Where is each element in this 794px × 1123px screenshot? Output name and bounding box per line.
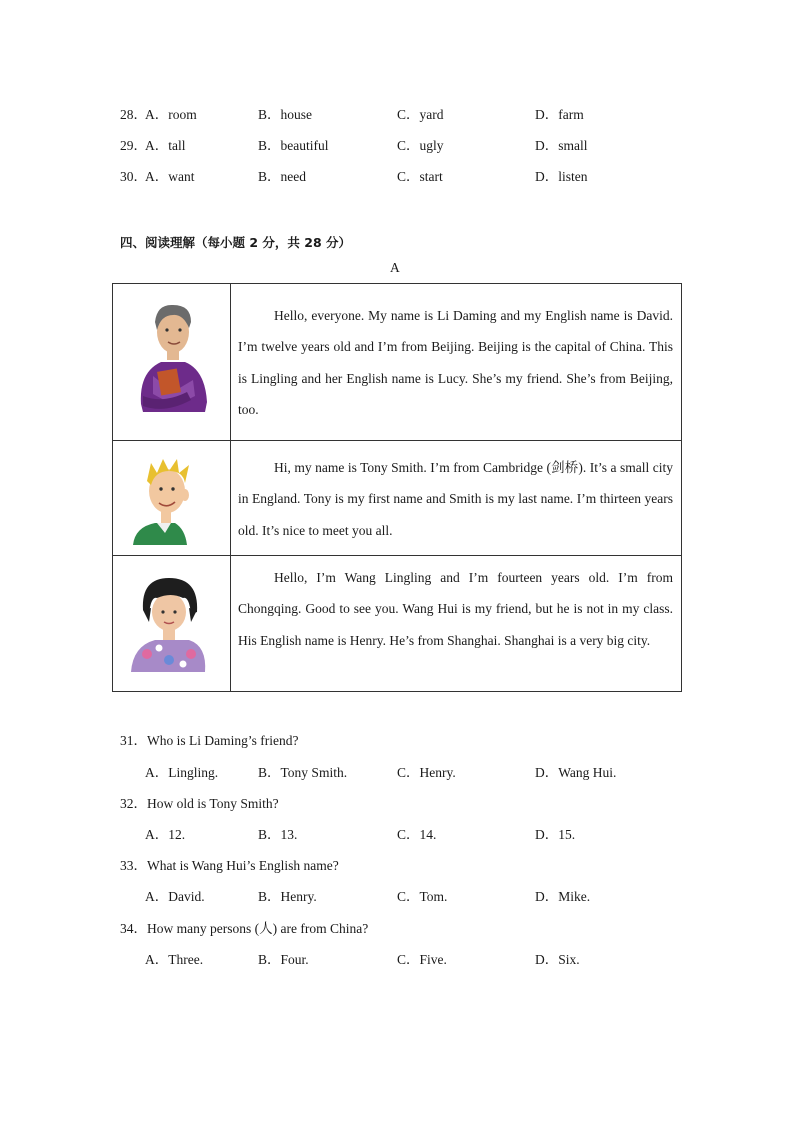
option-d: D．Six. bbox=[535, 952, 580, 967]
question-31-stem: 31．Who is Li Daming’s friend? bbox=[120, 733, 299, 748]
question-number: 30． bbox=[120, 169, 147, 184]
question-31-options bbox=[0, 761, 794, 781]
option-b: B．Henry. bbox=[258, 889, 317, 904]
option-a: A．room bbox=[145, 107, 197, 122]
question-32-options bbox=[0, 823, 794, 843]
boy-daming-picture bbox=[113, 284, 231, 440]
option-b: B．Four. bbox=[258, 952, 309, 967]
question-number: 28． bbox=[120, 107, 147, 122]
boy-tony-picture bbox=[113, 441, 231, 555]
option-a: A．David. bbox=[145, 889, 205, 904]
option-d: D．Wang Hui. bbox=[535, 765, 617, 780]
option-a: A．Three. bbox=[145, 952, 204, 967]
passage-row-lingling bbox=[113, 556, 681, 691]
option-d: D．Mike. bbox=[535, 889, 591, 904]
passage-row-tony bbox=[113, 441, 681, 556]
question-33-stem: 33．What is Wang Hui’s English name? bbox=[120, 858, 339, 873]
passage-row-daming bbox=[113, 284, 681, 441]
question-29 bbox=[0, 134, 794, 154]
option-d: D．listen bbox=[535, 169, 588, 184]
question-30 bbox=[0, 165, 794, 185]
passage-text: Hi, my name is Tony Smith. I’m from Cambridge (剑桥). It’s a small city in England. Tony is my first name and Smith is my last name. I’m thirteen years old. It’s nice to meet you all. bbox=[238, 460, 673, 538]
question-34-options bbox=[0, 948, 794, 968]
option-c: C．Henry. bbox=[397, 765, 456, 780]
option-d: D．small bbox=[535, 138, 588, 153]
question-32-stem: 32．How old is Tony Smith? bbox=[120, 796, 279, 811]
option-b: B．beautiful bbox=[258, 138, 329, 153]
question-28 bbox=[0, 103, 794, 123]
passage-table bbox=[112, 283, 682, 692]
option-c: C．Tom. bbox=[397, 889, 448, 904]
passage-text: Hello, I’m Wang Lingling and I’m fourteen years old. I’m from Chongqing. Good to see you. Wang Hui is my friend, but he is not in my class. His English name is Henry. He’s from Shanghai. Shanghai is a very big city. bbox=[238, 570, 673, 648]
question-33-options bbox=[0, 885, 794, 905]
option-d: D．farm bbox=[535, 107, 584, 122]
option-b: B．Tony Smith. bbox=[258, 765, 348, 780]
option-c: C．start bbox=[397, 169, 443, 184]
option-c: C．Five. bbox=[397, 952, 447, 967]
option-c: C．14. bbox=[397, 827, 437, 842]
option-a: A．12. bbox=[145, 827, 186, 842]
option-b: B．house bbox=[258, 107, 312, 122]
option-a: A．want bbox=[145, 169, 195, 184]
option-b: B．need bbox=[258, 169, 306, 184]
question-number: 29． bbox=[120, 138, 147, 153]
option-c: C．ugly bbox=[397, 138, 444, 153]
option-a: A．tall bbox=[145, 138, 186, 153]
question-34-stem: 34．How many persons (人) are from China? bbox=[120, 921, 369, 936]
passage-text: Hello, everyone. My name is Li Daming and my English name is David. I’m twelve years old and I’m from Beijing. Beijing is the capital of China. This is Lingling and her English name is Lucy. She’s my friend. She’s from Beijing, too. bbox=[238, 308, 673, 417]
option-c: C．yard bbox=[397, 107, 444, 122]
option-b: B．13. bbox=[258, 827, 298, 842]
passage-label: A bbox=[390, 260, 400, 275]
section-title: 四、阅读理解（每小题 2 分，共 28 分） bbox=[120, 235, 352, 250]
option-d: D．15. bbox=[535, 827, 576, 842]
girl-lingling-picture bbox=[113, 556, 231, 691]
option-a: A．Lingling. bbox=[145, 765, 219, 780]
